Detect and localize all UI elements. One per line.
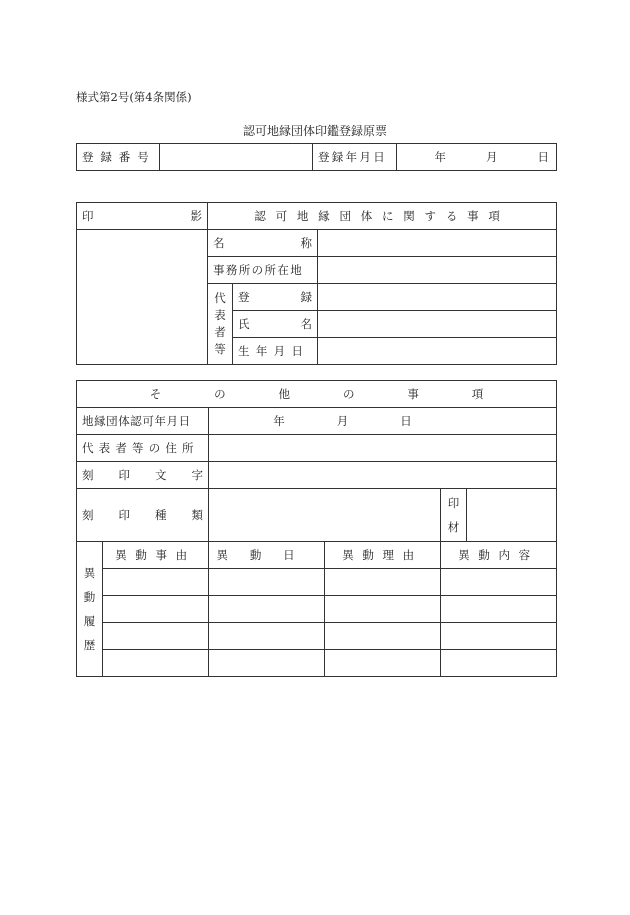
history-row (77, 569, 557, 596)
registration-number-field[interactable] (160, 144, 313, 171)
other-matters-heading: その他の事項 (77, 381, 557, 408)
history-row (77, 650, 557, 677)
registration-table (76, 143, 557, 171)
history-cell[interactable] (441, 596, 557, 623)
name-label: 名 称 (208, 230, 318, 257)
rep-name-field[interactable] (318, 311, 557, 338)
registration-number-label: 登録番号 (77, 144, 160, 171)
seal-material-label: 印材 (441, 489, 467, 542)
approval-month-label: 月 (336, 414, 349, 428)
history-row (77, 623, 557, 650)
history-cell[interactable] (103, 650, 209, 677)
form-number: 様式第2号(第4条関係) (76, 90, 192, 104)
seal-matters-table (76, 202, 557, 365)
approval-date-label: 地縁団体認可年月日 (77, 408, 209, 435)
engraving-type-label: 刻 印 種 類 (77, 489, 209, 542)
seal-material-field[interactable] (467, 489, 557, 542)
history-cell[interactable] (441, 623, 557, 650)
document-title: 認可地縁団体印鑑登録原票 (242, 124, 387, 138)
other-matters-table (76, 380, 557, 677)
rep-address-field[interactable] (209, 435, 557, 462)
history-col-date: 異動日 (209, 542, 325, 569)
date-month-label: 月 (486, 150, 498, 164)
engraved-text-label: 刻 印 文 字 (77, 462, 209, 489)
date-year-label: 年 (434, 150, 446, 164)
history-cell[interactable] (209, 569, 325, 596)
matters-heading: 認可地縁団体に関する事項 (208, 203, 557, 230)
history-cell[interactable] (325, 650, 441, 677)
rep-registration-field[interactable] (318, 284, 557, 311)
engraving-type-field[interactable] (209, 489, 441, 542)
rep-address-label: 代表者等の住所 (77, 435, 209, 462)
rep-birthdate-field[interactable] (318, 338, 557, 365)
history-cell[interactable] (103, 623, 209, 650)
seal-impression-label: 印 影 (77, 203, 208, 230)
history-cell[interactable] (441, 569, 557, 596)
history-cell[interactable] (103, 596, 209, 623)
office-address-field[interactable] (318, 257, 557, 284)
history-cell[interactable] (325, 623, 441, 650)
approval-day-label: 日 (400, 414, 412, 428)
date-day-label: 日 (537, 150, 549, 164)
engraved-text-field[interactable] (209, 462, 557, 489)
history-cell[interactable] (103, 569, 209, 596)
office-address-label: 事務所の所在地 (208, 257, 318, 284)
history-cell[interactable] (209, 623, 325, 650)
history-cell[interactable] (325, 596, 441, 623)
name-field[interactable] (318, 230, 557, 257)
rep-registration-label: 登 録 (233, 284, 318, 311)
history-col-reason-type: 異動事由 (103, 542, 209, 569)
approval-date-field[interactable] (209, 408, 557, 435)
history-group-label: 異動履歴 (77, 542, 103, 677)
history-cell[interactable] (209, 596, 325, 623)
seal-impression-area[interactable] (77, 230, 208, 365)
history-cell[interactable] (209, 650, 325, 677)
history-cell[interactable] (441, 650, 557, 677)
history-col-content: 異動内容 (441, 542, 557, 569)
history-row (77, 596, 557, 623)
registration-date-label: 登録年月日 (313, 144, 397, 171)
history-cell[interactable] (325, 569, 441, 596)
representative-group-label: 代表者等 (208, 284, 233, 365)
rep-name-label: 氏 名 (233, 311, 318, 338)
history-col-cause: 異動理由 (325, 542, 441, 569)
registration-date-field[interactable] (397, 144, 557, 171)
rep-birthdate-label: 生年月日 (233, 338, 318, 365)
approval-year-label: 年 (273, 414, 285, 428)
